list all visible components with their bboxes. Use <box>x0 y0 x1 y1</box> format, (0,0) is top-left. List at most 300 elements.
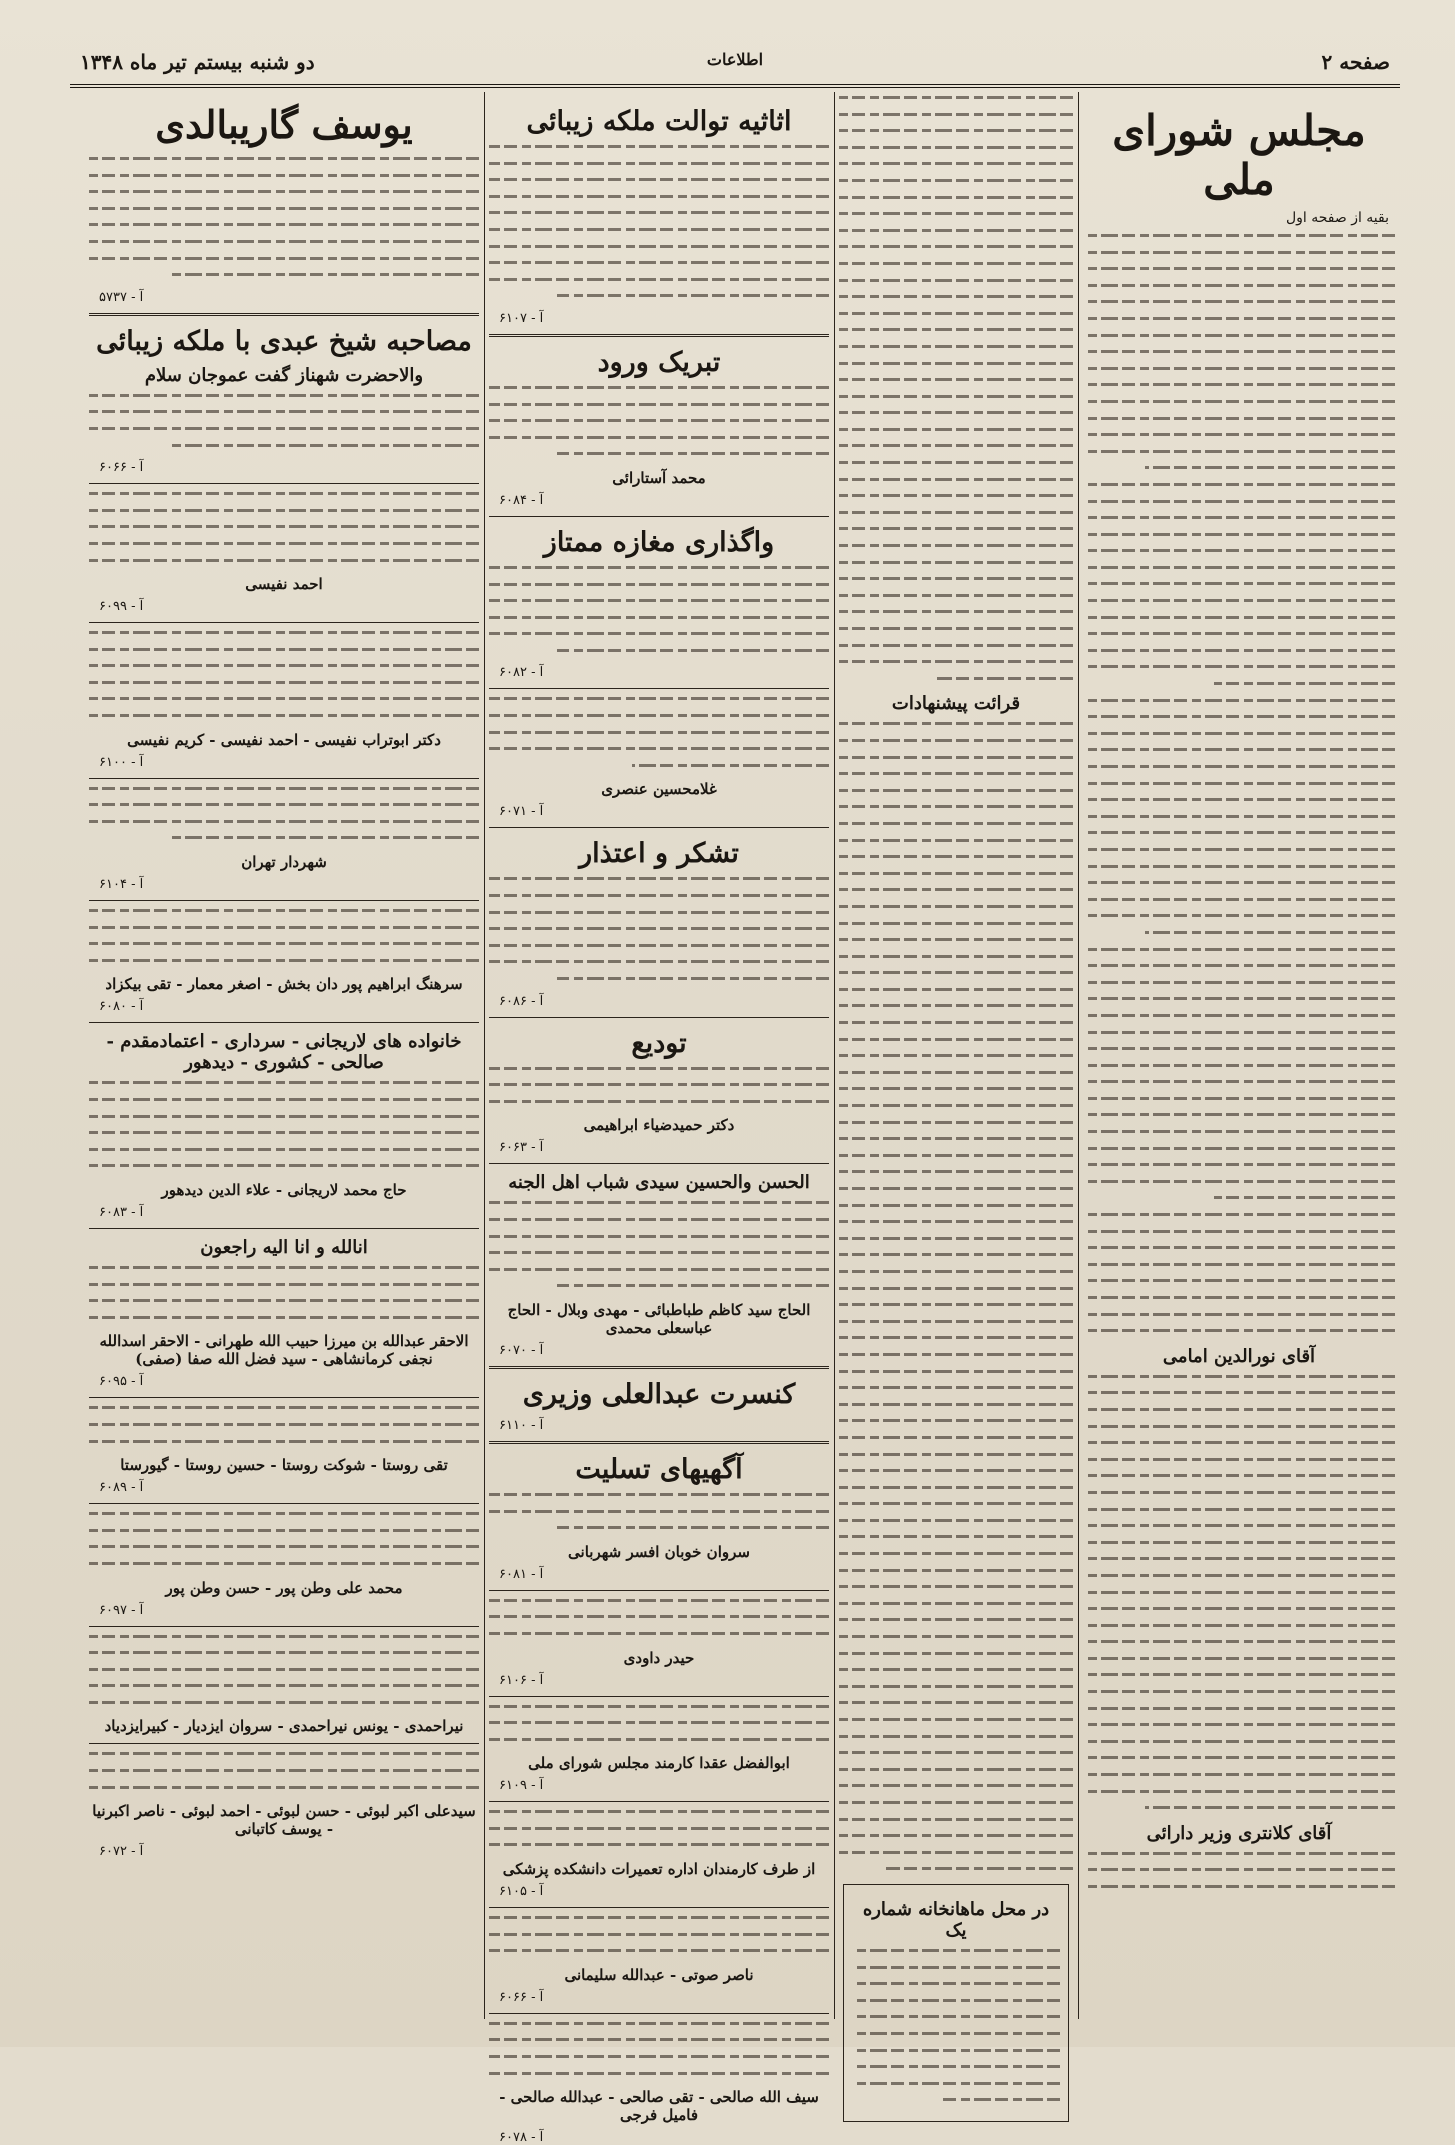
text-line <box>852 1949 1060 1952</box>
text-line <box>886 1867 1073 1870</box>
text-line <box>839 805 1073 808</box>
text-line <box>489 911 829 914</box>
text-line <box>1083 1491 1395 1494</box>
text-line <box>489 632 829 635</box>
text-line <box>1083 665 1395 668</box>
text-line <box>1083 1080 1395 1083</box>
ad-code: آ - ۶۰۶۶ <box>499 1989 544 2005</box>
text-line <box>1083 1885 1395 1888</box>
text-line <box>1083 350 1395 353</box>
text-line <box>839 1535 1073 1538</box>
text-line <box>1083 1541 1395 1544</box>
text-line <box>839 179 1073 182</box>
ad-code: آ - ۶۰۷۱ <box>499 804 544 820</box>
text-line <box>839 544 1073 547</box>
text-line <box>489 1949 829 1952</box>
ad-title: تودیع <box>631 1027 687 1059</box>
ad-signature: محمد علی وطن پور - حسن وطن پور <box>165 1578 403 1597</box>
box-title: در محل ماهانخانه شماره یک <box>862 1898 1050 1941</box>
text-line <box>1083 1458 1395 1461</box>
text-line <box>1083 1756 1395 1759</box>
text-line <box>839 1154 1073 1157</box>
text-line <box>1083 582 1395 585</box>
text-line <box>489 261 829 264</box>
text-line <box>89 1131 479 1134</box>
text-line <box>489 1493 829 1496</box>
text-line <box>1083 831 1395 834</box>
text-line <box>839 1004 1073 1007</box>
text-line <box>839 594 1073 597</box>
text-line <box>839 888 1073 891</box>
text-line <box>839 262 1073 265</box>
text-line <box>839 722 1073 725</box>
text-line <box>89 1098 479 1101</box>
text-line <box>1083 1047 1395 1050</box>
text-line <box>1083 798 1395 801</box>
text-line <box>89 509 479 512</box>
text-line <box>839 1253 1073 1256</box>
text-line <box>489 2038 829 2041</box>
text-line <box>489 1827 829 1830</box>
ad-code: آ - ۶۰۷۲ <box>99 1844 144 1860</box>
text-line <box>1083 234 1395 237</box>
text-line <box>1083 699 1395 702</box>
text-line <box>489 436 829 439</box>
text-line <box>89 1299 479 1302</box>
ad-title: کنسرت عبدالعلی وزیری <box>522 1378 796 1410</box>
text-line <box>839 1320 1073 1323</box>
text-line <box>839 1834 1073 1837</box>
column-rule <box>484 92 485 2019</box>
text-line <box>839 1818 1073 1821</box>
text-line <box>489 1721 829 1724</box>
text-line <box>167 444 479 447</box>
text-line <box>489 583 829 586</box>
ad-signature: دکتر حمیدضیاء ابراهیمی <box>583 1116 735 1135</box>
text-line <box>1083 500 1395 503</box>
text-line <box>89 1769 479 1772</box>
text-line <box>89 714 479 717</box>
text-line <box>1083 782 1395 785</box>
ad-title: تبریک ورود <box>597 346 721 378</box>
text-line <box>489 419 829 422</box>
text-line <box>1083 815 1395 818</box>
text-line <box>489 1268 829 1271</box>
text-line <box>839 627 1073 630</box>
ad-signature: دکتر ابوتراب نفیسی - احمد نفیسی - کریم نفیسی <box>127 730 441 749</box>
text-line <box>852 2049 1060 2052</box>
text-line <box>1083 284 1395 287</box>
text-line <box>1145 466 1395 469</box>
text-line <box>839 938 1073 941</box>
ad-signature: محمد آستارائی <box>612 468 706 487</box>
text-line <box>89 1529 479 1532</box>
ad-signature: الحاج سید کاظم طباطبائی - مهدی وبلال - الحاج عباسعلی محمدی <box>507 1300 811 1337</box>
text-line <box>1214 682 1395 685</box>
ad-signature: احمد نفیسی <box>245 575 323 594</box>
text-line <box>1083 1130 1395 1133</box>
text-line <box>839 196 1073 199</box>
text-line <box>839 660 1073 663</box>
text-line <box>1083 1607 1395 1610</box>
ad-title: اثاثیه توالت ملکه زیبائی <box>526 106 792 137</box>
ad-code: آ - ۶۰۸۲ <box>499 665 544 681</box>
text-line <box>839 494 1073 497</box>
text-line <box>1083 1624 1395 1627</box>
text-line <box>1145 931 1395 934</box>
text-line <box>1083 1180 1395 1183</box>
text-line <box>839 411 1073 414</box>
text-line <box>89 1545 479 1548</box>
text-line <box>489 1632 829 1635</box>
text-line <box>1083 632 1395 635</box>
text-line <box>89 427 479 430</box>
ad-title: الحسن والحسین سیدی شباب اهل الجنه <box>508 1172 810 1194</box>
text-line <box>89 1562 479 1565</box>
text-line <box>89 1684 479 1687</box>
ad-title: یوسف گاریبالدی <box>155 102 413 147</box>
text-line <box>489 944 829 947</box>
article-body <box>839 722 1073 1870</box>
text-line <box>839 1735 1073 1738</box>
ad-code: آ - ۶۰۸۳ <box>99 1204 144 1220</box>
ad-code: آ - ۶۱۰۷ <box>499 310 544 326</box>
text-line <box>839 478 1073 481</box>
text-line <box>839 1652 1073 1655</box>
text-line <box>632 764 829 767</box>
text-line <box>489 1251 829 1254</box>
text-line <box>89 257 479 260</box>
text-line <box>489 1599 829 1602</box>
boxed-notice <box>843 1884 1069 2122</box>
text-line <box>839 872 1073 875</box>
text-line <box>89 820 479 823</box>
text-line <box>89 223 479 226</box>
text-line <box>839 1718 1073 1721</box>
text-line <box>839 1552 1073 1555</box>
text-line <box>1083 1524 1395 1527</box>
text-line <box>937 677 1073 680</box>
text-line <box>1083 914 1395 917</box>
text-line <box>89 1752 479 1755</box>
text-line <box>839 1851 1073 1854</box>
text-line <box>1083 417 1395 420</box>
ad-signature: نیراحمدی - یونس نیراحمدی - سروان ایزدیار - کبیرایزدیاد <box>104 1717 464 1736</box>
section-heading: آقای نورالدین امامی <box>1162 1345 1316 1367</box>
text-line <box>89 942 479 945</box>
article-body <box>1083 1375 1395 1809</box>
text-line <box>557 1526 829 1529</box>
text-line <box>1083 1263 1395 1266</box>
text-line <box>839 444 1073 447</box>
text-line <box>839 1370 1073 1373</box>
text-line <box>1083 1246 1395 1249</box>
text-line <box>839 1701 1073 1704</box>
text-line <box>89 1406 479 1409</box>
text-line <box>489 1705 829 1708</box>
ad-signature: سیدعلی اکبر لبوئی - حسن لبوئی - احمد لبوئی - ناصر اکبرنیا - یوسف کاتبانی <box>92 1802 476 1839</box>
text-line <box>839 378 1073 381</box>
text-line <box>489 927 829 930</box>
text-line <box>89 681 479 684</box>
text-line <box>1083 599 1395 602</box>
text-line <box>839 1585 1073 1588</box>
text-line <box>489 877 829 880</box>
text-line <box>839 1668 1073 1671</box>
text-line <box>839 1021 1073 1024</box>
paper-name: اطلاعات <box>706 50 764 69</box>
text-line <box>1083 1097 1395 1100</box>
ad-title: خانواده های لاریجانی - سرداری - اعتمادمقدم - صالحی - کشوری - دیدهور <box>106 1031 462 1074</box>
text-line <box>89 1668 479 1671</box>
text-line <box>489 599 829 602</box>
text-line <box>1083 334 1395 337</box>
column-notices <box>489 96 829 2145</box>
text-line <box>489 178 829 181</box>
text-line <box>89 1512 479 1515</box>
text-line <box>839 428 1073 431</box>
text-line <box>89 1115 479 1118</box>
text-line <box>489 731 829 734</box>
ad-code: آ - ۶۰۹۹ <box>99 599 144 615</box>
text-line <box>839 162 1073 165</box>
column-rule <box>1078 92 1079 2019</box>
text-line <box>1083 1640 1395 1643</box>
ad-code: آ - ۶۰۸۴ <box>499 492 544 508</box>
text-line <box>1083 383 1395 386</box>
ad-signature: الاحقر عبدالله بن میرزا حبیب الله طهرانی - الاحقر اسدالله نجفی کرمانشاهی - سید فضل الله صفا (صفی) <box>99 1332 469 1369</box>
text-line <box>839 1469 1073 1472</box>
text-line <box>1083 881 1395 884</box>
text-line <box>839 1087 1073 1090</box>
text-line <box>1083 865 1395 868</box>
text-line <box>1083 1296 1395 1299</box>
text-line <box>489 894 829 897</box>
text-line <box>839 1071 1073 1074</box>
text-line <box>489 1810 829 1813</box>
text-line <box>1083 898 1395 901</box>
ad-signature: ابوالفضل عقدا کارمند مجلس شورای ملی <box>528 1754 790 1773</box>
text-line <box>89 909 479 912</box>
ad-code: آ - ۶۱۰۵ <box>499 1884 544 1900</box>
text-line <box>1083 1014 1395 1017</box>
text-line <box>489 2022 829 2025</box>
text-line <box>839 1436 1073 1439</box>
ad-code: آ - ۶۰۸۹ <box>99 1480 144 1496</box>
text-line <box>557 649 829 652</box>
text-line <box>1083 1441 1395 1444</box>
text-line <box>839 1419 1073 1422</box>
text-line <box>1083 1408 1395 1411</box>
text-line <box>839 527 1073 530</box>
ad-code: آ - ۶۰۸۶ <box>499 993 544 1009</box>
text-line <box>839 279 1073 282</box>
text-line <box>489 1615 829 1618</box>
section-heading: قرائت پیشنهادات <box>891 693 1021 715</box>
text-line <box>489 2055 829 2058</box>
text-line <box>489 403 829 406</box>
text-line <box>852 1982 1060 1985</box>
text-line <box>1083 1852 1395 1855</box>
text-line <box>89 1283 479 1286</box>
text-line <box>1083 483 1395 486</box>
text-line <box>1083 748 1395 751</box>
text-line <box>1083 997 1395 1000</box>
text-line <box>1083 1064 1395 1067</box>
ad-title: واگذاری مغازه ممتاز <box>543 526 775 558</box>
text-line <box>89 926 479 929</box>
text-line <box>839 1569 1073 1572</box>
ad-signature: سرهنگ ابراهیم پور دان بخش - اصغر معمار - تقی بیکزاد <box>105 975 463 994</box>
text-line <box>839 561 1073 564</box>
text-line <box>839 644 1073 647</box>
issue-date: دو شنبه بیستم تیر ماه ۱۳۴۸ <box>80 50 315 74</box>
text-line <box>489 278 829 281</box>
text-line <box>839 295 1073 298</box>
text-line <box>1083 1474 1395 1477</box>
text-line <box>89 190 479 193</box>
text-line <box>839 922 1073 925</box>
text-line <box>489 228 829 231</box>
text-line <box>839 395 1073 398</box>
text-line <box>852 2065 1060 2068</box>
text-line <box>89 787 479 790</box>
text-line <box>1083 566 1395 569</box>
text-line <box>1083 715 1395 718</box>
text-line <box>839 1170 1073 1173</box>
text-line <box>1083 450 1395 453</box>
text-line <box>839 212 1073 215</box>
text-line <box>1083 1113 1395 1116</box>
text-line <box>1083 400 1395 403</box>
text-line <box>1083 549 1395 552</box>
text-line <box>1083 1508 1395 1511</box>
text-line <box>1083 1213 1395 1216</box>
text-line <box>839 1502 1073 1505</box>
text-line <box>1083 433 1395 436</box>
text-line <box>89 174 479 177</box>
text-line <box>1083 1773 1395 1776</box>
text-line <box>1083 1673 1395 1676</box>
text-line <box>89 1635 479 1638</box>
text-line <box>89 959 479 962</box>
text-line <box>1083 1723 1395 1726</box>
text-line <box>89 1701 479 1704</box>
ad-signature: تقی روستا - شوکت روستا - حسین روستا - گیورستا <box>120 1456 448 1475</box>
text-line <box>167 836 479 839</box>
text-line <box>839 1220 1073 1223</box>
text-line <box>1083 1163 1395 1166</box>
text-line <box>1083 1740 1395 1743</box>
text-line <box>89 1440 479 1443</box>
text-line <box>839 1287 1073 1290</box>
text-line <box>839 229 1073 232</box>
text-line <box>557 452 829 455</box>
text-line <box>89 1266 479 1269</box>
text-line <box>839 1104 1073 1107</box>
text-line <box>1083 317 1395 320</box>
text-line <box>839 756 1073 759</box>
text-line <box>489 747 829 750</box>
text-line <box>489 1843 829 1846</box>
text-line <box>1083 1790 1395 1793</box>
text-line <box>89 240 479 243</box>
section-title: آگهیهای تسلیت <box>575 1453 743 1485</box>
text-line <box>839 312 1073 315</box>
text-line <box>489 1510 829 1513</box>
text-line <box>1083 1707 1395 1710</box>
text-line <box>89 1651 479 1654</box>
text-line <box>839 1336 1073 1339</box>
text-line <box>489 566 829 569</box>
text-line <box>1083 1868 1395 1871</box>
ad-signature: از طرف کارمندان اداره تعمیرات دانشکده پزشکی <box>502 1860 816 1879</box>
text-line <box>852 2032 1060 2035</box>
text-line <box>1083 267 1395 270</box>
text-line <box>89 394 479 397</box>
text-line <box>489 1235 829 1238</box>
text-line <box>1083 649 1395 652</box>
text-line <box>89 1316 479 1319</box>
text-line <box>839 1486 1073 1489</box>
column-rule <box>834 92 835 2019</box>
text-line <box>89 648 479 651</box>
ad-title: مصاحبه شیخ عبدی با ملکه زیبائی <box>96 325 472 357</box>
text-line <box>839 1137 1073 1140</box>
text-line <box>839 789 1073 792</box>
text-line <box>839 1303 1073 1306</box>
text-line <box>1083 1557 1395 1560</box>
text-line <box>1083 848 1395 851</box>
text-line <box>839 1187 1073 1190</box>
text-line <box>839 461 1073 464</box>
text-line <box>839 610 1073 613</box>
text-line <box>89 697 479 700</box>
ad-title: تشکر و اعتذار <box>579 838 739 870</box>
text-line <box>839 1751 1073 1754</box>
text-line <box>839 1353 1073 1356</box>
text-line <box>1083 1031 1395 1034</box>
ad-subtitle: والاحضرت شهناز گفت عموجان سلام <box>144 364 424 386</box>
text-line <box>1083 1279 1395 1282</box>
text-line <box>489 714 829 717</box>
text-line <box>89 631 479 634</box>
text-line <box>839 146 1073 149</box>
ad-title: انالله و انا الیه راجعون <box>200 1236 368 1258</box>
ad-code: آ - ۶۰۶۳ <box>499 1140 544 1156</box>
text-line <box>89 664 479 667</box>
text-line <box>839 855 1073 858</box>
text-line <box>839 1768 1073 1771</box>
text-line <box>839 1685 1073 1688</box>
text-line <box>89 559 479 562</box>
text-line <box>1083 1425 1395 1428</box>
text-line <box>1083 1147 1395 1150</box>
column-proposals <box>839 96 1073 2013</box>
text-line <box>1083 732 1395 735</box>
text-line <box>167 273 479 276</box>
text-line <box>89 1148 479 1151</box>
article-body <box>839 96 1073 680</box>
text-line <box>489 145 829 148</box>
text-line <box>839 772 1073 775</box>
page-number: صفحه ۲ <box>1321 50 1390 74</box>
text-line <box>839 1453 1073 1456</box>
ad-signature: سیف الله صالحی - تقی صالحی - عبدالله صالحی - فامیل فرجی <box>499 2088 819 2125</box>
text-line <box>489 697 829 700</box>
text-line <box>839 739 1073 742</box>
text-line <box>1083 765 1395 768</box>
